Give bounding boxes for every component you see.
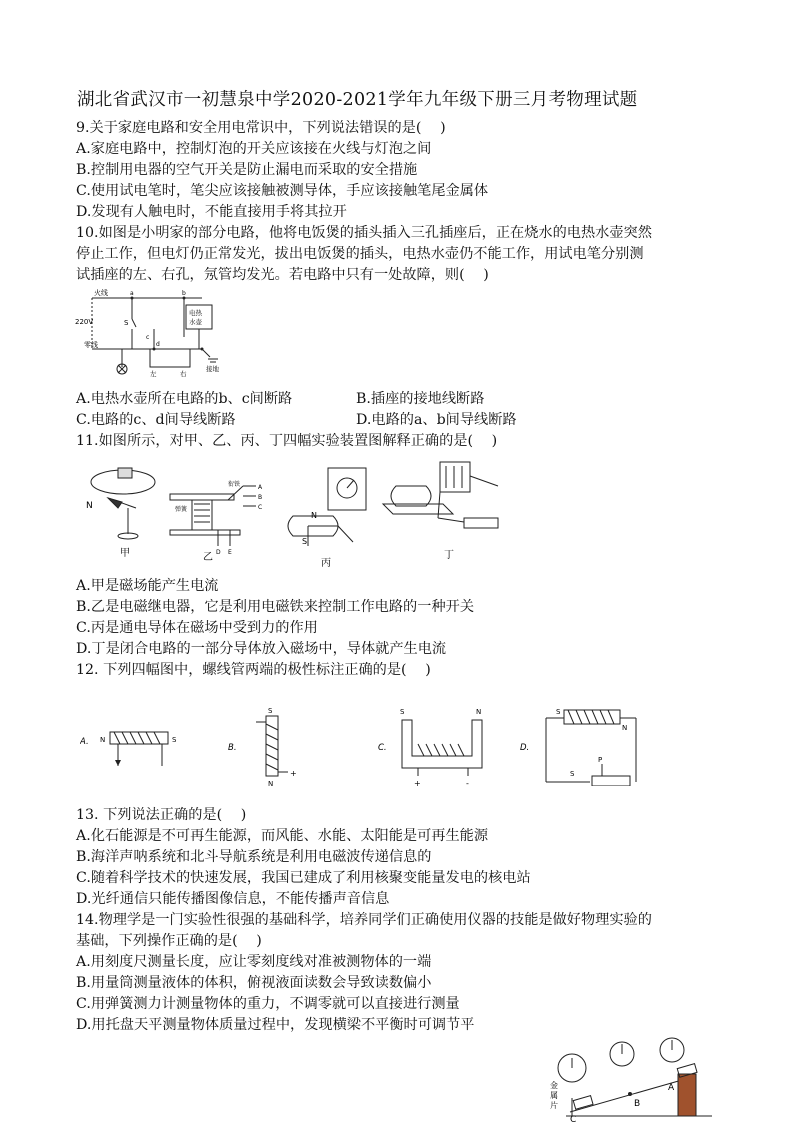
metal-plate-label-1: 金 (550, 1081, 558, 1090)
terminal-d-label: D (216, 549, 221, 556)
q9-option-a: A.家庭电路中，控制灯泡的开关应该接在火线与灯泡之间 (76, 141, 432, 157)
socket-right-label: 右 (180, 370, 187, 378)
fig-bing-n-pole: N (311, 511, 317, 520)
terminal-e-label: E (228, 549, 232, 556)
q12-d-s: S (556, 708, 561, 716)
q9-option-d: D.发现有人触电时，不能直接用手将其拉开 (76, 204, 347, 220)
fig-jia-n-pole: N (86, 501, 93, 511)
q9-option-b: B.控制用电器的空气开关是防止漏电而采取的安全措施 (76, 162, 418, 178)
point-c-label: c (146, 334, 150, 341)
q14-option-d: D.用托盘天平测量物体质量过程中，发现横梁不平衡时可调节平 (76, 1017, 475, 1033)
point-a-label: a (130, 290, 134, 297)
q14-option-c: C.用弹簧测力计测量物体的重力，不调零就可以直接进行测量 (76, 996, 460, 1012)
q12-c-plus: + (414, 779, 421, 786)
q11-apparatus-figures (78, 456, 528, 571)
terminal-c-label: C (258, 504, 263, 511)
q12-d-slider: P (598, 756, 603, 764)
point-a-marker: A (668, 1083, 675, 1093)
q13-option-a: A.化石能源是不可再生能源，而风能、水能、太阳能是可再生能源 (76, 828, 489, 844)
fig-ding-caption: 丁 (444, 550, 454, 561)
q10-option-d: D.电路的a、b间导线断路 (356, 412, 517, 428)
q9-stem: 9.关于家庭电路和安全用电常识中，下列说法错误的是( ) (76, 120, 446, 136)
q12-b-n: N (268, 780, 274, 786)
q14-stem-2: 基础，下列操作正确的是( ) (76, 933, 262, 949)
metal-plate-label-2: 属 (550, 1091, 558, 1100)
ground-label: 接地 (206, 365, 219, 373)
q11-option-d: D.丁是闭合电路的一部分导体放入磁场中，导体就产生电流 (76, 641, 447, 657)
spring-label: 弹簧 (175, 506, 188, 513)
q10-option-a: A.电热水壶所在电路的b、c间断路 (76, 391, 293, 407)
q13-option-c: C.随着科学技术的快速发展，我国已建成了利用核聚变能量发电的核电站 (76, 870, 531, 886)
fig-jia-caption: 甲 (120, 548, 130, 559)
q10-option-c: C.电路的c、d间导线断路 (76, 412, 236, 428)
q12-stem: 12. 下列四幅图中，螺线管两端的极性标注正确的是( ) (76, 662, 431, 678)
q14-option-a: A.用刻度尺测量长度，应让零刻度线对准被测物体的一端 (76, 954, 432, 970)
q12-a-n: N (100, 736, 106, 744)
page-title: 湖北省武汉市一初慧泉中学2020-2021学年九年级下册三月考物理试题 (77, 90, 638, 110)
kettle-label-2: 水壶 (189, 318, 202, 326)
point-d-label: d (156, 341, 160, 348)
q12-label-d: D. (520, 743, 530, 753)
point-c-marker: C (570, 1115, 577, 1122)
neutral-wire-label: 零线 (84, 341, 98, 349)
terminal-a-label: A (258, 484, 263, 491)
q9-option-c: C.使用试电笔时，笔尖应该接触被测导体，手应该接触笔尾金属体 (76, 183, 489, 199)
q10-stem-1: 10.如图是小明家的部分电路，他将电饭煲的插头插入三孔插座后，正在烧水的电热水壶突然 (76, 225, 652, 241)
point-b-label: b (182, 290, 186, 297)
q12-d-n: N (622, 724, 628, 732)
metal-plate-label-3: 片 (550, 1101, 558, 1110)
q10-stem-3: 试插座的左、右孔，氖管均发光。若电路中只有一处故障，则( ) (76, 267, 489, 283)
q11-option-b: B.乙是电磁继电器，它是利用电磁铁来控制工作电路的一种开关 (76, 599, 475, 615)
q12-label-a: A. (80, 737, 89, 747)
q13-stem: 13. 下列说法正确的是( ) (76, 807, 247, 823)
terminal-b-label: B (258, 494, 263, 501)
q11-option-c: C.丙是通电导体在磁场中受到力的作用 (76, 620, 318, 636)
q11-option-a: A.甲是磁场能产生电流 (76, 578, 219, 594)
q10-option-b: B.插座的接地线断路 (356, 391, 485, 407)
q11-stem: 11.如图所示，对甲、乙、丙、丁四幅实验装置图解释正确的是( ) (76, 433, 498, 449)
q12-label-b: B. (228, 743, 237, 753)
q12-c-minus: - (466, 779, 469, 786)
q12-c-n: N (476, 708, 482, 716)
q12-d-switch: S (570, 770, 575, 778)
q14-option-b: B.用量筒测量液体的体积，俯视液面读数会导致读数偏小 (76, 975, 432, 991)
q12-b-plus: + (290, 769, 297, 778)
fig-yi-caption: 乙 (203, 552, 213, 563)
switch-label: S (124, 319, 129, 327)
q10-stem-2: 停止工作，但电灯仍正常发光，拔出电饭煲的插头，电热水壶仍不能工作，用试电笔分别测 (76, 246, 644, 262)
incline-timer-figure (546, 1036, 714, 1122)
q13-option-b: B.海洋声呐系统和北斗导航系统是利用电磁波传递信息的 (76, 849, 432, 865)
q12-label-c: C. (378, 743, 387, 753)
q12-a-s: S (172, 736, 177, 744)
fig-bing-s-pole: S (302, 537, 308, 546)
q12-solenoid-figures (80, 704, 640, 786)
q13-option-d: D.光纤通信只能传播图像信息，不能传播声音信息 (76, 891, 390, 907)
socket-left-label: 左 (150, 370, 157, 378)
voltage-label: 220V (75, 318, 94, 326)
live-wire-label: 火线 (94, 289, 108, 297)
fig-bing-caption: 丙 (321, 558, 331, 569)
q12-c-s: S (400, 708, 405, 716)
q14-stem-1: 14.物理学是一门实验性很强的基础科学，培养同学们正确使用仪器的技能是做好物理实验的 (76, 912, 652, 928)
q12-b-s: S (268, 707, 273, 715)
armature-label: 衔铁 (228, 481, 241, 488)
kettle-label-1: 电热 (189, 309, 202, 317)
q10-circuit-diagram (74, 287, 224, 379)
point-b-marker: B (634, 1099, 641, 1109)
